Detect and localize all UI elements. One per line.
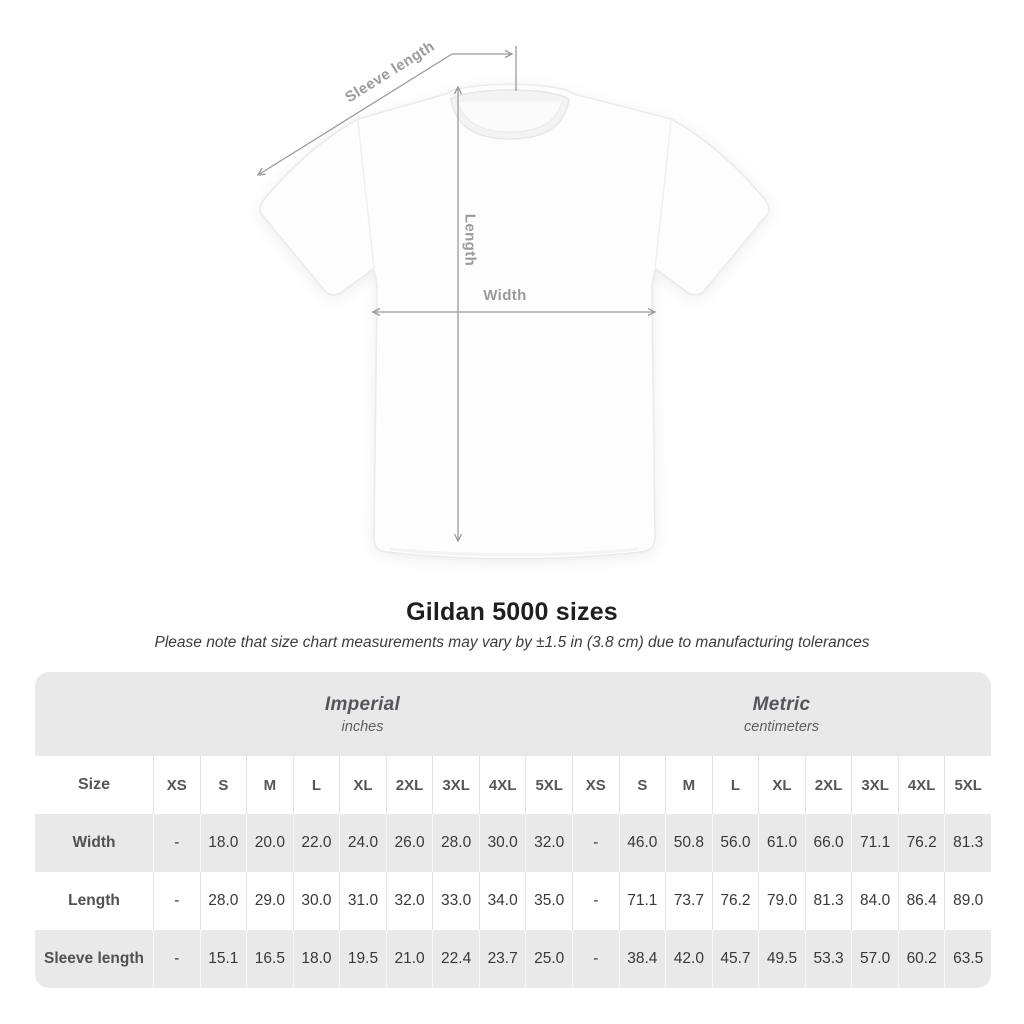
value-cell: - [153,872,200,930]
row-label: Width [72,834,116,851]
size-header-row [35,756,991,814]
row-label: Sleeve length [44,950,144,967]
value-cell: 34.0 [479,872,526,930]
value-cell: 66.0 [805,814,852,872]
value-cell: 31.0 [339,872,386,930]
value-cell: 53.3 [805,930,852,988]
value-cell: 22.4 [432,930,479,988]
metric-header-sublabel: centimeters [744,718,819,735]
value-cell: 56.0 [712,814,759,872]
size-col-header: XS [572,756,619,814]
value-cell: 21.0 [386,930,433,988]
value-cell: 26.0 [386,814,433,872]
value-cell: 89.0 [944,872,991,930]
metric-header-label: Metric [752,693,811,715]
value-cell: 33.0 [432,872,479,930]
size-col-header: 2XL [805,756,852,814]
value-cell: 71.1 [851,814,898,872]
imperial-header-sublabel: inches [341,718,384,735]
size-col-header: S [200,756,247,814]
value-cell: - [572,930,619,988]
metric-header [572,672,991,756]
value-cell: 49.5 [758,930,805,988]
value-cell: 38.4 [619,930,666,988]
value-cell: 19.5 [339,930,386,988]
size-table [35,672,991,988]
size-col-header: 3XL [851,756,898,814]
size-col-header: 5XL [944,756,991,814]
value-cell: 76.2 [712,872,759,930]
value-cell: 60.2 [898,930,945,988]
imperial-header-label: Imperial [324,693,401,715]
size-col-header: S [619,756,666,814]
table-row [35,930,991,988]
table-row [35,814,991,872]
value-cell: - [153,814,200,872]
page-subtitle: Please note that size chart measurements may vary by ±1.5 in (3.8 cm) due to manufacturing tolerances [154,634,870,651]
size-col-header: M [246,756,293,814]
size-col-header: 3XL [432,756,479,814]
table-row [35,872,991,930]
value-cell: 22.0 [293,814,340,872]
size-col-header: L [712,756,759,814]
sleeve-length-label: Sleeve length [342,37,438,107]
value-cell: 32.0 [386,872,433,930]
size-col-header: M [665,756,712,814]
value-cell: 25.0 [525,930,572,988]
value-cell: 16.5 [246,930,293,988]
value-cell: 29.0 [246,872,293,930]
value-cell: 18.0 [200,814,247,872]
value-cell: 73.7 [665,872,712,930]
value-cell: 81.3 [944,814,991,872]
size-col-header: XL [758,756,805,814]
tshirt-body [260,84,769,559]
row-label: Length [68,892,120,909]
size-col-header: 4XL [479,756,526,814]
value-cell: 45.7 [712,930,759,988]
size-col-header: 4XL [898,756,945,814]
value-cell: 84.0 [851,872,898,930]
width-label: Width [483,287,527,304]
value-cell: 30.0 [293,872,340,930]
value-cell: 20.0 [246,814,293,872]
value-cell: 50.8 [665,814,712,872]
value-cell: 35.0 [525,872,572,930]
value-cell: 76.2 [898,814,945,872]
size-col-header: 5XL [525,756,572,814]
size-corner-header: Size [77,776,110,793]
value-cell: 28.0 [200,872,247,930]
value-cell: 79.0 [758,872,805,930]
value-cell: - [572,814,619,872]
value-cell: 32.0 [525,814,572,872]
value-cell: 18.0 [293,930,340,988]
value-cell: 28.0 [432,814,479,872]
value-cell: 57.0 [851,930,898,988]
value-cell: 42.0 [665,930,712,988]
imperial-header [153,672,572,756]
value-cell: 71.1 [619,872,666,930]
value-cell: - [572,872,619,930]
tshirt-graphic [260,84,769,559]
value-cell: 24.0 [339,814,386,872]
value-cell: 86.4 [898,872,945,930]
value-cell: 30.0 [479,814,526,872]
size-col-header: XL [339,756,386,814]
value-cell: 23.7 [479,930,526,988]
length-label: Length [461,213,479,267]
value-cell: 61.0 [758,814,805,872]
value-cell: 46.0 [619,814,666,872]
value-cell: 81.3 [805,872,852,930]
value-cell: 63.5 [944,930,991,988]
page-title: Gildan 5000 sizes [406,598,618,626]
size-col-header: 2XL [386,756,433,814]
unit-header-band [35,672,991,756]
size-col-header: XS [153,756,200,814]
value-cell: 15.1 [200,930,247,988]
size-col-header: L [293,756,340,814]
value-cell: - [153,930,200,988]
